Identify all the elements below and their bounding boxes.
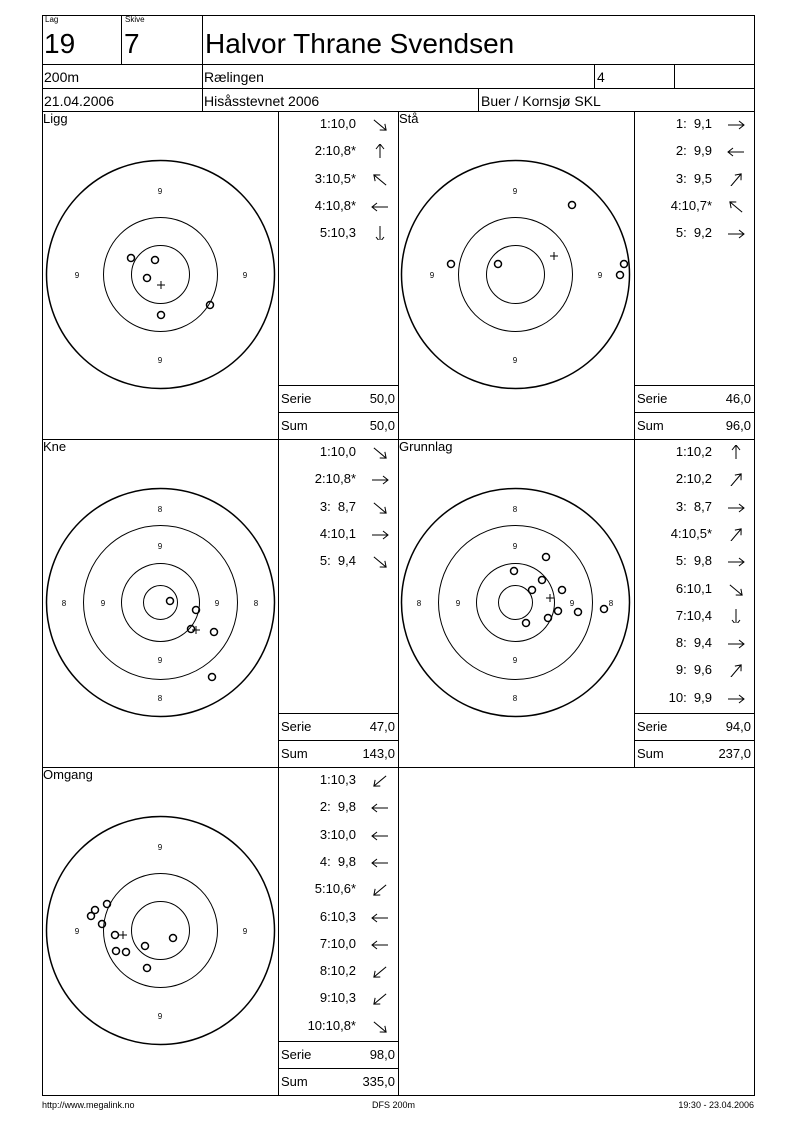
shot-hole [529, 587, 536, 594]
footer-url: http://www.megalink.no [42, 1100, 135, 1110]
down-arrow-icon [370, 226, 390, 240]
sum-value: 50,0 [369, 418, 395, 433]
shot-score: 3: 8,7 [319, 498, 356, 514]
ring-label: 9 [455, 599, 461, 608]
ring-label: 9 [157, 843, 163, 852]
target-ligg [44, 158, 278, 392]
shot-row [278, 935, 398, 953]
ring-label: 9 [242, 927, 248, 936]
footer-program: DFS 200m [372, 1100, 416, 1110]
right-arrow-icon [726, 117, 746, 131]
serie-value: 47,0 [369, 719, 395, 734]
ring-label: 8 [512, 505, 518, 514]
left-arrow-icon [370, 800, 390, 814]
shot-hole [144, 275, 151, 282]
left-arrow-icon [370, 199, 390, 213]
section-title-sta: Stå [399, 111, 419, 126]
shot-score: 4:10,7* [670, 197, 712, 213]
sum-label: Sum [637, 418, 664, 433]
shot-score: 5:10,6* [314, 881, 356, 897]
shot-row [634, 224, 754, 242]
section-title-grunnlag: Grunnlag [399, 439, 453, 454]
ring-10 [132, 246, 190, 304]
ring-label: 8 [61, 599, 67, 608]
ring-label: 9 [569, 599, 575, 608]
down-right-arrow-icon [370, 500, 390, 514]
shot-row [278, 224, 398, 242]
down-right-arrow-icon [370, 445, 390, 459]
shot-hole [128, 255, 135, 262]
ring-label: 9 [512, 187, 518, 196]
shot-row [278, 525, 398, 543]
shot-row [634, 552, 754, 570]
sum-label: Sum [281, 746, 308, 761]
target-omgang [44, 814, 278, 1048]
shot-row [278, 1017, 398, 1035]
center-cross [550, 252, 558, 260]
ring-10 [132, 902, 190, 960]
shot-list-sta [634, 112, 754, 385]
up-right-arrow-icon [726, 472, 746, 486]
shot-hole [539, 577, 546, 584]
shot-score: 2:10,2 [675, 471, 712, 487]
shot-score: 1:10,0 [319, 116, 356, 131]
ring-label: 9 [157, 356, 163, 365]
shot-score: 10: 9,9 [668, 689, 712, 705]
ring-label: 9 [597, 271, 603, 280]
shot-hole [158, 312, 165, 319]
shot-hole [523, 620, 530, 627]
shot-score: 5:10,3 [319, 225, 356, 241]
shot-hole [601, 606, 608, 613]
shot-hole [211, 629, 218, 636]
shot-list-kne [278, 440, 398, 713]
shot-row [278, 798, 398, 816]
shot-row [278, 962, 398, 980]
shot-list-ligg [278, 112, 398, 385]
shot-row [278, 498, 398, 516]
shot-row [278, 826, 398, 844]
down-right-arrow-icon [370, 117, 390, 131]
skive-label: Skive [125, 15, 145, 24]
shot-hole [142, 943, 149, 950]
right-arrow-icon [726, 691, 746, 705]
lag-label: Lag [45, 15, 59, 24]
shot-hole [144, 965, 151, 972]
shot-row [634, 443, 754, 461]
left-arrow-icon [370, 910, 390, 924]
shot-row [634, 197, 754, 215]
shot-hole [209, 674, 216, 681]
shot-row [278, 170, 398, 188]
left-arrow-icon [370, 828, 390, 842]
event: Hisåsstevnet 2006 [204, 93, 320, 109]
ring-label: 9 [157, 656, 163, 665]
down-left-arrow-icon [370, 882, 390, 896]
shot-score: 8: 9,4 [675, 635, 712, 651]
down-right-arrow-icon [370, 1019, 390, 1033]
shot-score: 7:10,0 [319, 935, 356, 951]
serie-value: 94,0 [725, 719, 751, 734]
up-right-arrow-icon [726, 527, 746, 541]
up-arrow-icon [370, 144, 390, 158]
shot-row [278, 552, 398, 570]
shot-row [634, 525, 754, 543]
right-arrow-icon [726, 636, 746, 650]
shot-row [634, 142, 754, 160]
shot-row [278, 989, 398, 1007]
ring-label: 8 [157, 505, 163, 514]
shot-row [634, 607, 754, 625]
serie-value: 98,0 [369, 1047, 395, 1062]
shot-hole [152, 257, 159, 264]
shot-score: 3:10,0 [319, 826, 356, 842]
target-sta [399, 158, 633, 392]
sum-label: Sum [637, 746, 664, 761]
shot-score: 2:10,8* [314, 143, 356, 159]
shot-hole [617, 272, 624, 279]
shot-score: 1:10,2 [675, 444, 712, 459]
skive-value: 7 [124, 28, 140, 59]
shot-score: 5: 9,2 [675, 225, 712, 241]
down-left-arrow-icon [370, 773, 390, 787]
shot-row [634, 498, 754, 516]
ring-label: 9 [157, 542, 163, 551]
shot-row [634, 170, 754, 188]
shot-list-grunnlag [634, 440, 754, 713]
ring-label: 9 [429, 271, 435, 280]
shot-hole [545, 615, 552, 622]
shot-score: 6:10,3 [319, 908, 356, 924]
shot-score: 4:10,1 [319, 525, 356, 541]
down-right-arrow-icon [726, 582, 746, 596]
distance: 200m [44, 69, 80, 85]
serie-label: Serie [281, 719, 312, 734]
shot-row [634, 470, 754, 488]
outer-ring [402, 489, 630, 717]
shot-row [278, 908, 398, 926]
up-right-arrow-icon [726, 663, 746, 677]
shot-hole [170, 935, 177, 942]
shot-score: 2: 9,8 [319, 799, 356, 815]
shot-score: 1:10,0 [319, 444, 356, 459]
shot-hole [575, 609, 582, 616]
left-arrow-icon [726, 144, 746, 158]
down-right-arrow-icon [370, 554, 390, 568]
right-arrow-icon [370, 527, 390, 541]
ring-label: 9 [242, 271, 248, 280]
shot-hole [569, 202, 576, 209]
target-kne [44, 486, 278, 720]
shot-hole [104, 901, 111, 908]
center-cross [546, 594, 554, 602]
shot-row [278, 771, 398, 789]
shot-score: 10:10,8* [307, 1017, 356, 1033]
up-right-arrow-icon [726, 172, 746, 186]
sum-value: 335,0 [362, 1074, 395, 1089]
right-arrow-icon [726, 554, 746, 568]
shot-hole [448, 261, 455, 268]
shot-row [634, 634, 754, 652]
shot-row [634, 689, 754, 707]
serie-label: Serie [637, 719, 668, 734]
section-title-omgang: Omgang [43, 767, 93, 782]
shot-list-omgang [278, 768, 398, 1041]
shot-score: 2:10,8* [314, 471, 356, 487]
shot-score: 9:10,3 [319, 990, 356, 1006]
shot-hole [555, 608, 562, 615]
ring-label: 8 [512, 694, 518, 703]
ring-9 [104, 874, 218, 988]
shot-hole [88, 913, 95, 920]
shot-hole [99, 921, 106, 928]
ring-9 [459, 218, 573, 332]
center-cross [119, 931, 127, 939]
up-left-arrow-icon [726, 199, 746, 213]
serie-value: 50,0 [369, 391, 395, 406]
shot-hole [495, 261, 502, 268]
right-arrow-icon [726, 226, 746, 240]
ring-label: 9 [512, 356, 518, 365]
ring-label: 8 [253, 599, 259, 608]
shot-score: 5: 9,8 [675, 553, 712, 569]
shot-score: 3: 8,7 [675, 498, 712, 514]
ring-9 [104, 218, 218, 332]
target-grunnlag [399, 486, 633, 720]
shot-score: 5: 9,4 [319, 553, 356, 569]
date: 21.04.2006 [44, 93, 115, 109]
ring-label: 9 [74, 271, 80, 280]
shot-score: 4:10,8* [314, 197, 356, 213]
sum-label: Sum [281, 1074, 308, 1089]
down-left-arrow-icon [370, 991, 390, 1005]
club: Rælingen [204, 69, 264, 85]
serie-label: Serie [281, 1047, 312, 1062]
shot-hole [621, 261, 628, 268]
shooter-name: Halvor Thrane Svendsen [205, 28, 515, 59]
section-title-ligg: Ligg [43, 111, 68, 126]
serie-label: Serie [637, 391, 668, 406]
shot-score: 9: 9,6 [675, 662, 712, 678]
outer-ring [47, 489, 275, 717]
shot-row [278, 443, 398, 461]
shot-hole [167, 598, 174, 605]
shot-score: 4:10,5* [670, 525, 712, 541]
ring-9 [477, 564, 555, 642]
ring-label: 9 [157, 1012, 163, 1021]
shot-row [278, 115, 398, 133]
sum-value: 237,0 [718, 746, 751, 761]
shot-hole [123, 949, 130, 956]
shot-row [278, 853, 398, 871]
shot-score: 6:10,1 [675, 580, 712, 596]
range: Buer / Kornsjø SKL [481, 93, 601, 109]
footer-timestamp: 19:30 - 23.04.2006 [678, 1100, 754, 1110]
ring-label: 9 [214, 599, 220, 608]
sum-value: 143,0 [362, 746, 395, 761]
section-title-kne: Kne [43, 439, 67, 454]
ring-label: 8 [157, 694, 163, 703]
serie-label: Serie [281, 391, 312, 406]
shot-hole [511, 568, 518, 575]
left-arrow-icon [370, 937, 390, 951]
ring-label: 9 [74, 927, 80, 936]
up-left-arrow-icon [370, 172, 390, 186]
right-arrow-icon [726, 500, 746, 514]
down-arrow-icon [726, 609, 746, 623]
shot-row [278, 142, 398, 160]
ring-label: 9 [157, 187, 163, 196]
ring-10 [499, 586, 533, 620]
class: 4 [597, 69, 605, 85]
shot-hole [113, 948, 120, 955]
ring-10 [487, 246, 545, 304]
ring-label: 9 [512, 656, 518, 665]
shot-hole [112, 932, 119, 939]
sum-value: 96,0 [725, 418, 751, 433]
shot-score: 3: 9,5 [675, 170, 712, 186]
shot-score: 4: 9,8 [319, 853, 356, 869]
shot-score: 8:10,2 [319, 963, 356, 979]
shot-score: 3:10,5* [314, 170, 356, 186]
shot-score: 2: 9,9 [675, 143, 712, 159]
left-arrow-icon [370, 855, 390, 869]
serie-value: 46,0 [725, 391, 751, 406]
down-left-arrow-icon [370, 964, 390, 978]
center-cross [157, 281, 165, 289]
right-arrow-icon [370, 472, 390, 486]
sum-label: Sum [281, 418, 308, 433]
shot-score: 1:10,3 [319, 772, 356, 787]
lag-value: 19 [44, 28, 76, 59]
shot-hole [559, 587, 566, 594]
shot-row [278, 197, 398, 215]
shot-row [634, 661, 754, 679]
ring-label: 8 [608, 599, 614, 608]
ring-label: 8 [416, 599, 422, 608]
ring-label: 9 [100, 599, 106, 608]
shot-score: 1: 9,1 [675, 116, 712, 131]
shot-row [278, 470, 398, 488]
shot-row [634, 115, 754, 133]
up-arrow-icon [726, 445, 746, 459]
shot-score: 7:10,4 [675, 607, 712, 623]
shot-hole [543, 554, 550, 561]
ring-label: 9 [512, 542, 518, 551]
shot-row [278, 880, 398, 898]
shot-row [634, 580, 754, 598]
